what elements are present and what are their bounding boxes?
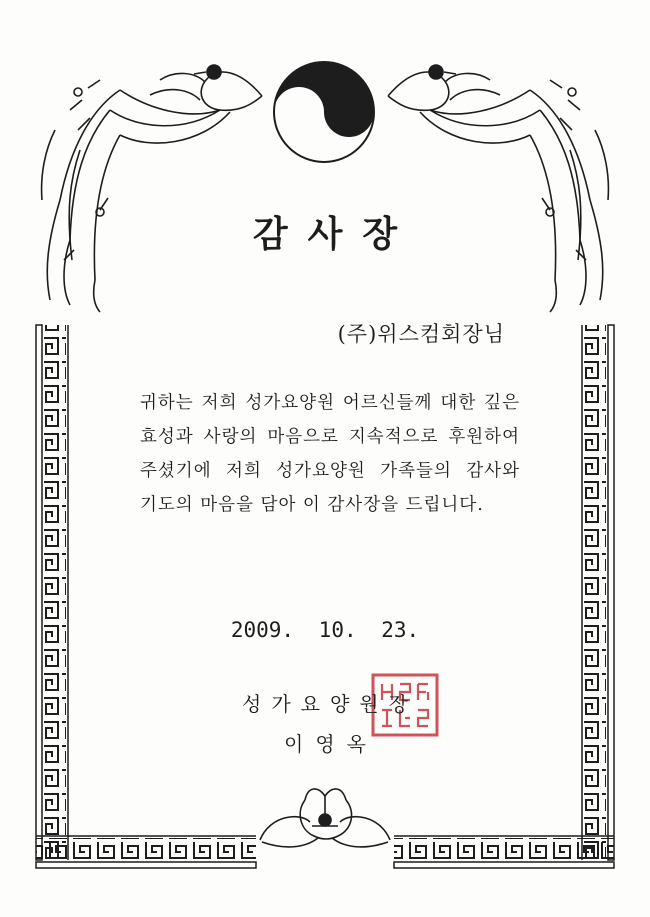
recipient-name: (주)위스컴회장님	[337, 322, 505, 346]
rose-of-sharon-icon	[260, 789, 390, 847]
issuer-title: 성가요양원장	[242, 692, 418, 716]
certificate-body: 귀하는 저희 성가요양원 어르신들께 대한 깊은 효성과 사랑의 마음으로 지속적으로 후원하여 주셨기에 저희 성가요양원 가족들의 감사와 기도의 마음을 담아 이 감사장을 드립니다.	[140, 393, 520, 515]
taegeuk-emblem-icon	[274, 62, 374, 162]
signer-name: 이영옥	[284, 732, 378, 756]
bottom-border	[36, 836, 614, 868]
certificate-title: 감사장	[252, 213, 418, 255]
left-border	[36, 325, 68, 860]
issue-date: 2009. 10. 23.	[230, 618, 420, 642]
right-border	[582, 325, 614, 860]
phoenix-icon	[42, 65, 262, 312]
phoenix-icon	[388, 65, 608, 312]
